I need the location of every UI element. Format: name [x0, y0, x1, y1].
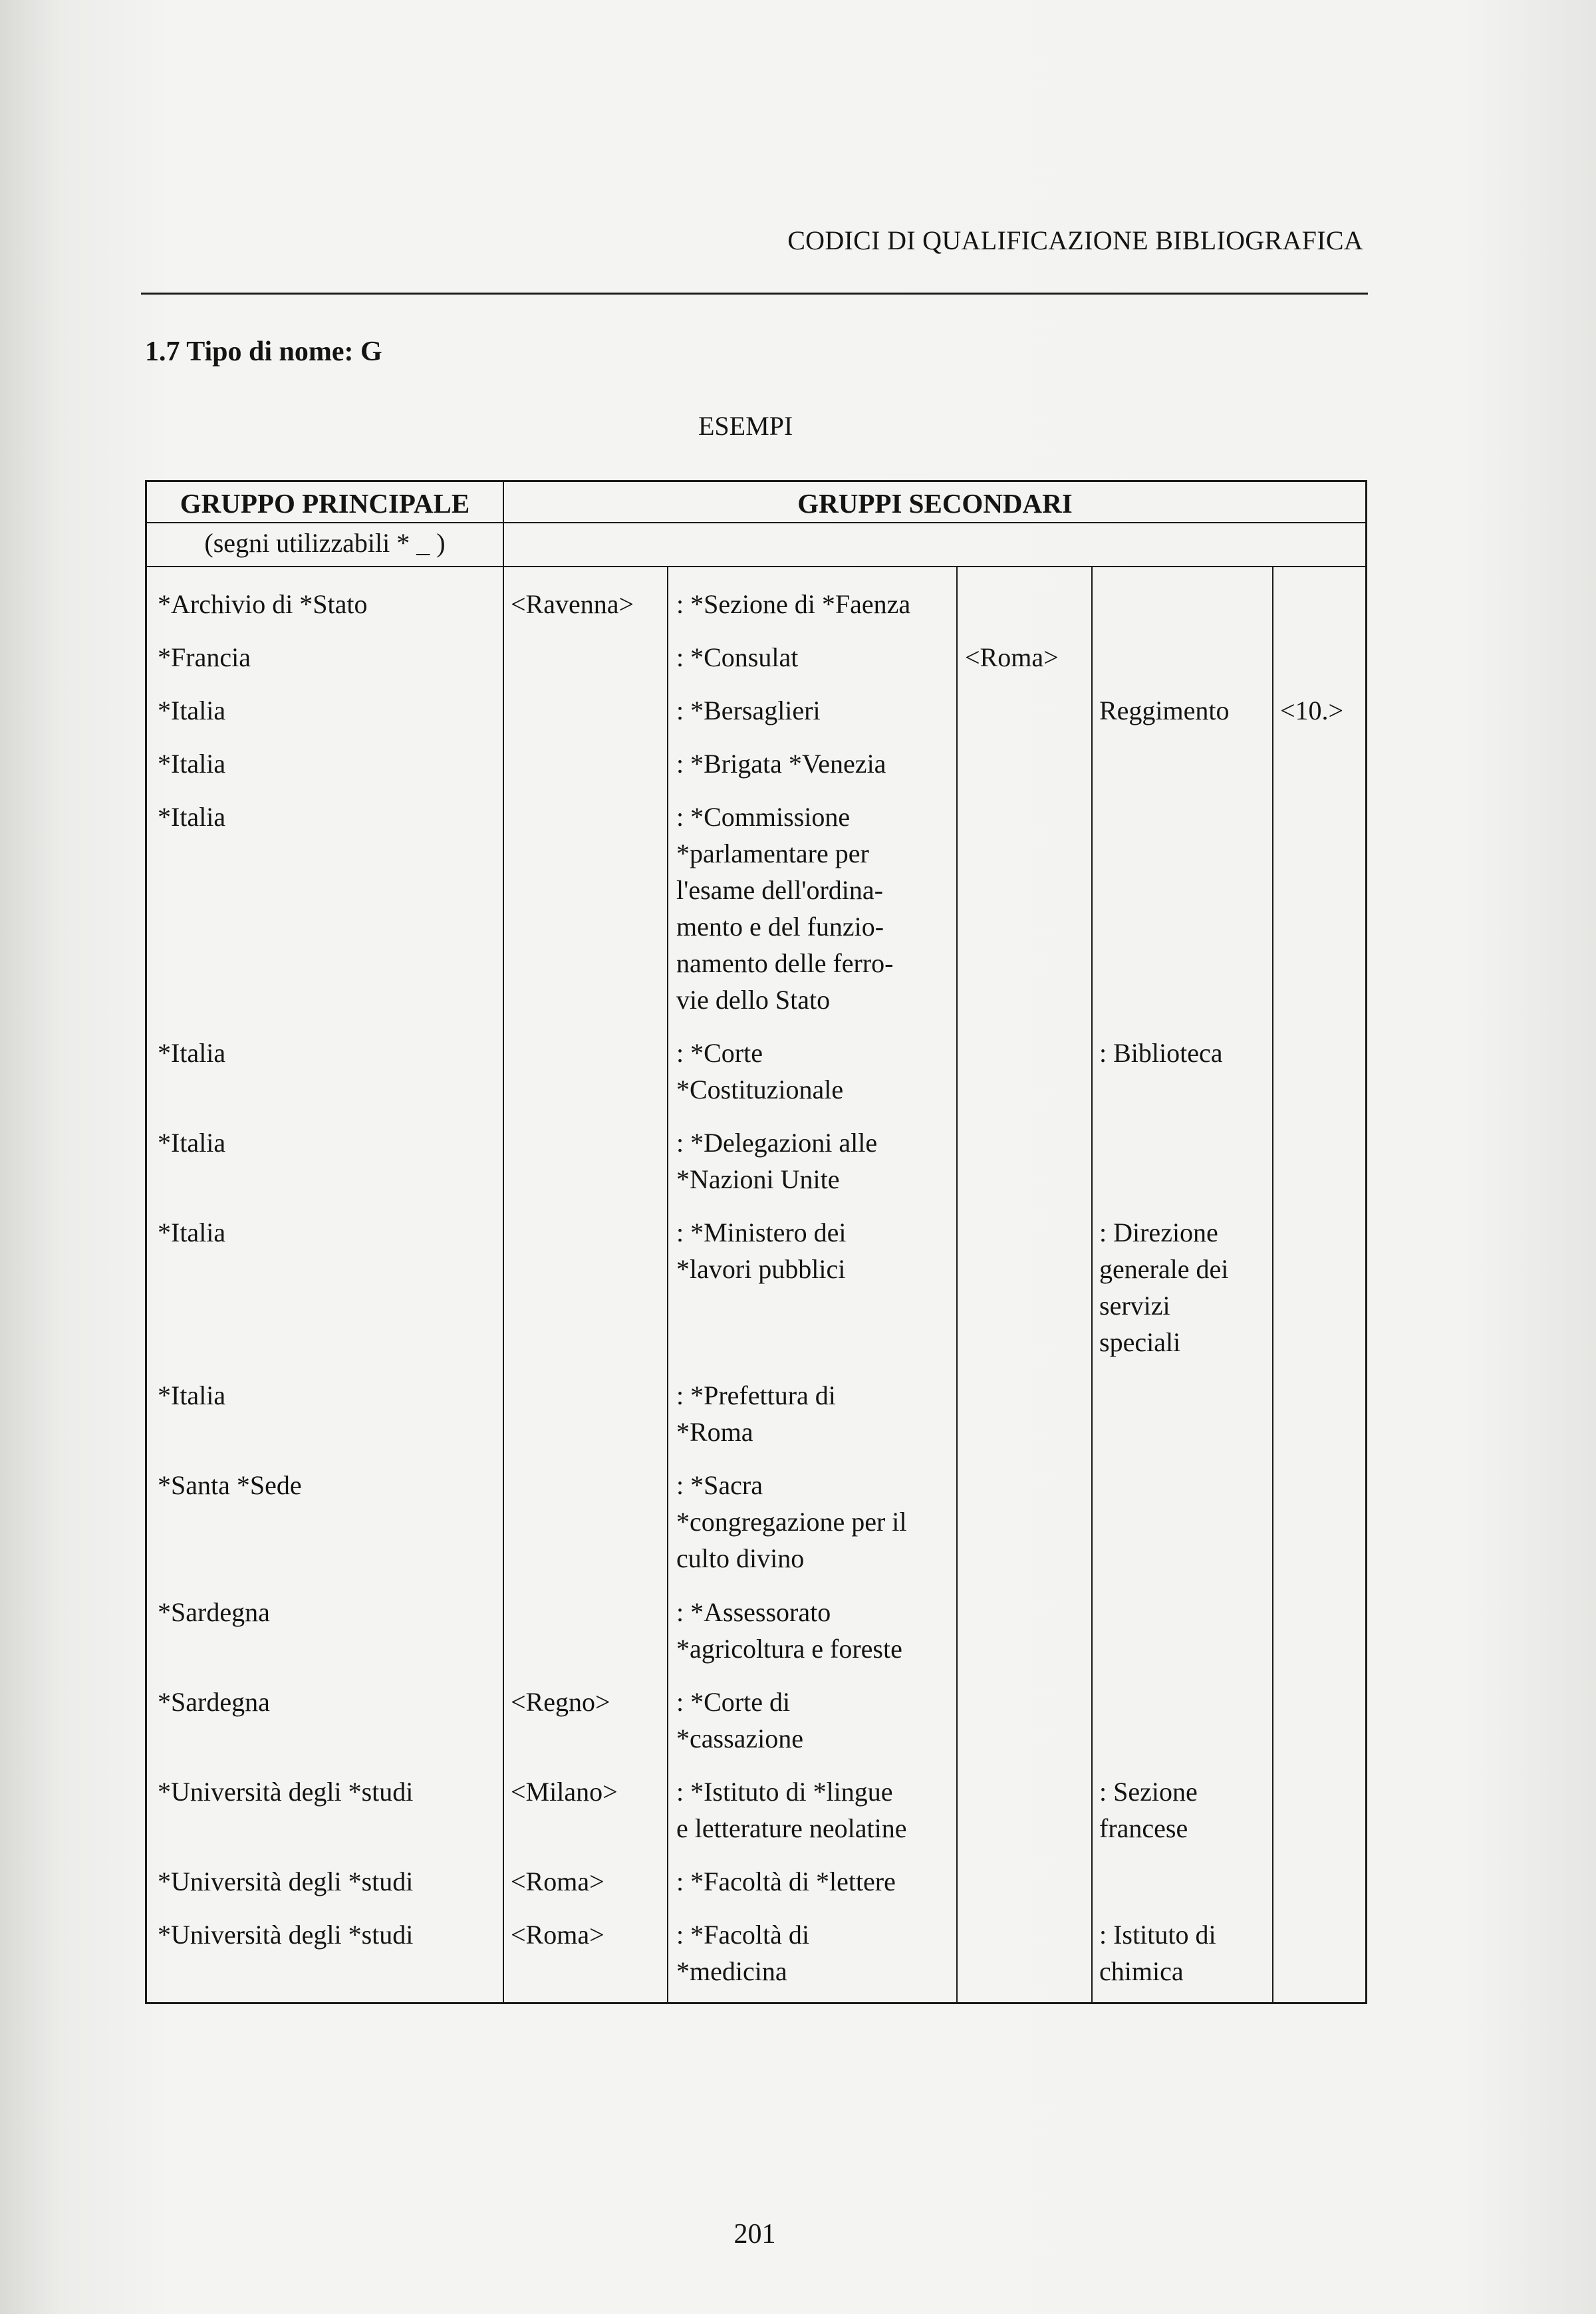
place-qualifier-cell: <Regno>	[511, 1687, 610, 1717]
header-bottom-rule	[147, 566, 1367, 567]
main-group-cell: *Italia	[158, 1380, 226, 1410]
secondary-group-cell: : *Corte di *cassazione	[676, 1687, 804, 1753]
secondary-groups-header: GRUPPI SECONDARI	[797, 488, 1073, 519]
column-divider	[503, 482, 504, 2002]
main-group-cell: *Italia	[158, 696, 226, 725]
subordinate-unit-cell: : Biblioteca	[1099, 1038, 1223, 1068]
main-group-cell: *Francia	[158, 642, 251, 672]
main-group-cell: *Università degli *studi	[158, 1777, 414, 1807]
secondary-group-cell: : *Facoltà di *lettere	[676, 1866, 896, 1896]
examples-label: ESEMPI	[698, 411, 793, 441]
main-group-cell: *Italia	[158, 1038, 226, 1068]
main-group-cell: *Sardegna	[158, 1597, 270, 1627]
secondary-group-cell: : *Corte *Costituzionale	[676, 1038, 844, 1104]
secondary-group-cell: : *Assessorato *agricoltura e foreste	[676, 1597, 902, 1664]
header-rule-main	[147, 522, 503, 523]
place-qualifier-cell: <Roma>	[965, 642, 1059, 672]
header-rule	[141, 293, 1368, 295]
place-qualifier-cell: <Ravenna>	[511, 589, 634, 619]
secondary-group-cell: : *Consulat	[676, 642, 799, 672]
running-header: CODICI DI QUALIFICAZIONE BIBLIOGRAFICA	[787, 225, 1363, 255]
secondary-group-cell: : *Istituto di *lingue e letterature neolatine	[676, 1777, 907, 1843]
section-title: 1.7 Tipo di nome: G	[145, 336, 382, 367]
secondary-group-cell: : *Commissione *parlamentare per l'esame dell'ordina- mento e del funzio- namento delle ferro- vie dello Stato	[676, 802, 894, 1015]
header-rule-secondary	[503, 522, 1367, 523]
secondary-group-cell: : *Facoltà di *medicina	[676, 1920, 809, 1986]
examples-table	[145, 480, 1367, 2004]
secondary-group-cell: : *Prefettura di *Roma	[676, 1380, 836, 1447]
secondary-group-cell: : *Ministero dei *lavori pubblici	[676, 1218, 847, 1284]
main-group-cell: *Università degli *studi	[158, 1920, 414, 1950]
page-number: 201	[733, 2219, 776, 2250]
place-qualifier-cell: <Roma>	[511, 1866, 604, 1896]
main-group-subheader: (segni utilizzabili * _ )	[204, 528, 446, 558]
secondary-group-cell: : *Delegazioni alle *Nazioni Unite	[676, 1128, 878, 1194]
secondary-group-cell: : *Bersaglieri	[676, 696, 821, 725]
secondary-group-cell: : *Brigata *Venezia	[676, 749, 886, 779]
place-qualifier-cell: <Milano>	[511, 1777, 618, 1807]
main-group-cell: *Italia	[158, 1218, 226, 1247]
secondary-group-cell: : *Sacra *congregazione per il culto divino	[676, 1470, 907, 1573]
subordinate-unit-cell: Reggimento	[1099, 696, 1230, 725]
subordinate-unit-cell: : Istituto di chimica	[1099, 1920, 1216, 1986]
main-group-cell: *Archivio di *Stato	[158, 589, 368, 619]
secondary-group-cell: : *Sezione di *Faenza	[676, 589, 911, 619]
column-divider	[956, 567, 958, 2002]
column-divider	[1091, 567, 1093, 2002]
main-group-cell: *Italia	[158, 802, 226, 832]
main-group-cell: *Santa *Sede	[158, 1470, 302, 1500]
main-group-cell: *Italia	[158, 1128, 226, 1158]
number-qualifier-cell: <10.>	[1280, 696, 1344, 725]
main-group-cell: *Italia	[158, 749, 226, 779]
subordinate-unit-cell: : Direzione generale dei servizi speciali	[1099, 1218, 1229, 1357]
column-divider	[1272, 567, 1273, 2002]
main-group-cell: *Università degli *studi	[158, 1866, 414, 1896]
place-qualifier-cell: <Roma>	[511, 1920, 604, 1950]
column-divider	[667, 567, 668, 2002]
main-group-cell: *Sardegna	[158, 1687, 270, 1717]
main-group-header: GRUPPO PRINCIPALE	[180, 488, 470, 519]
subordinate-unit-cell: : Sezione francese	[1099, 1777, 1198, 1843]
